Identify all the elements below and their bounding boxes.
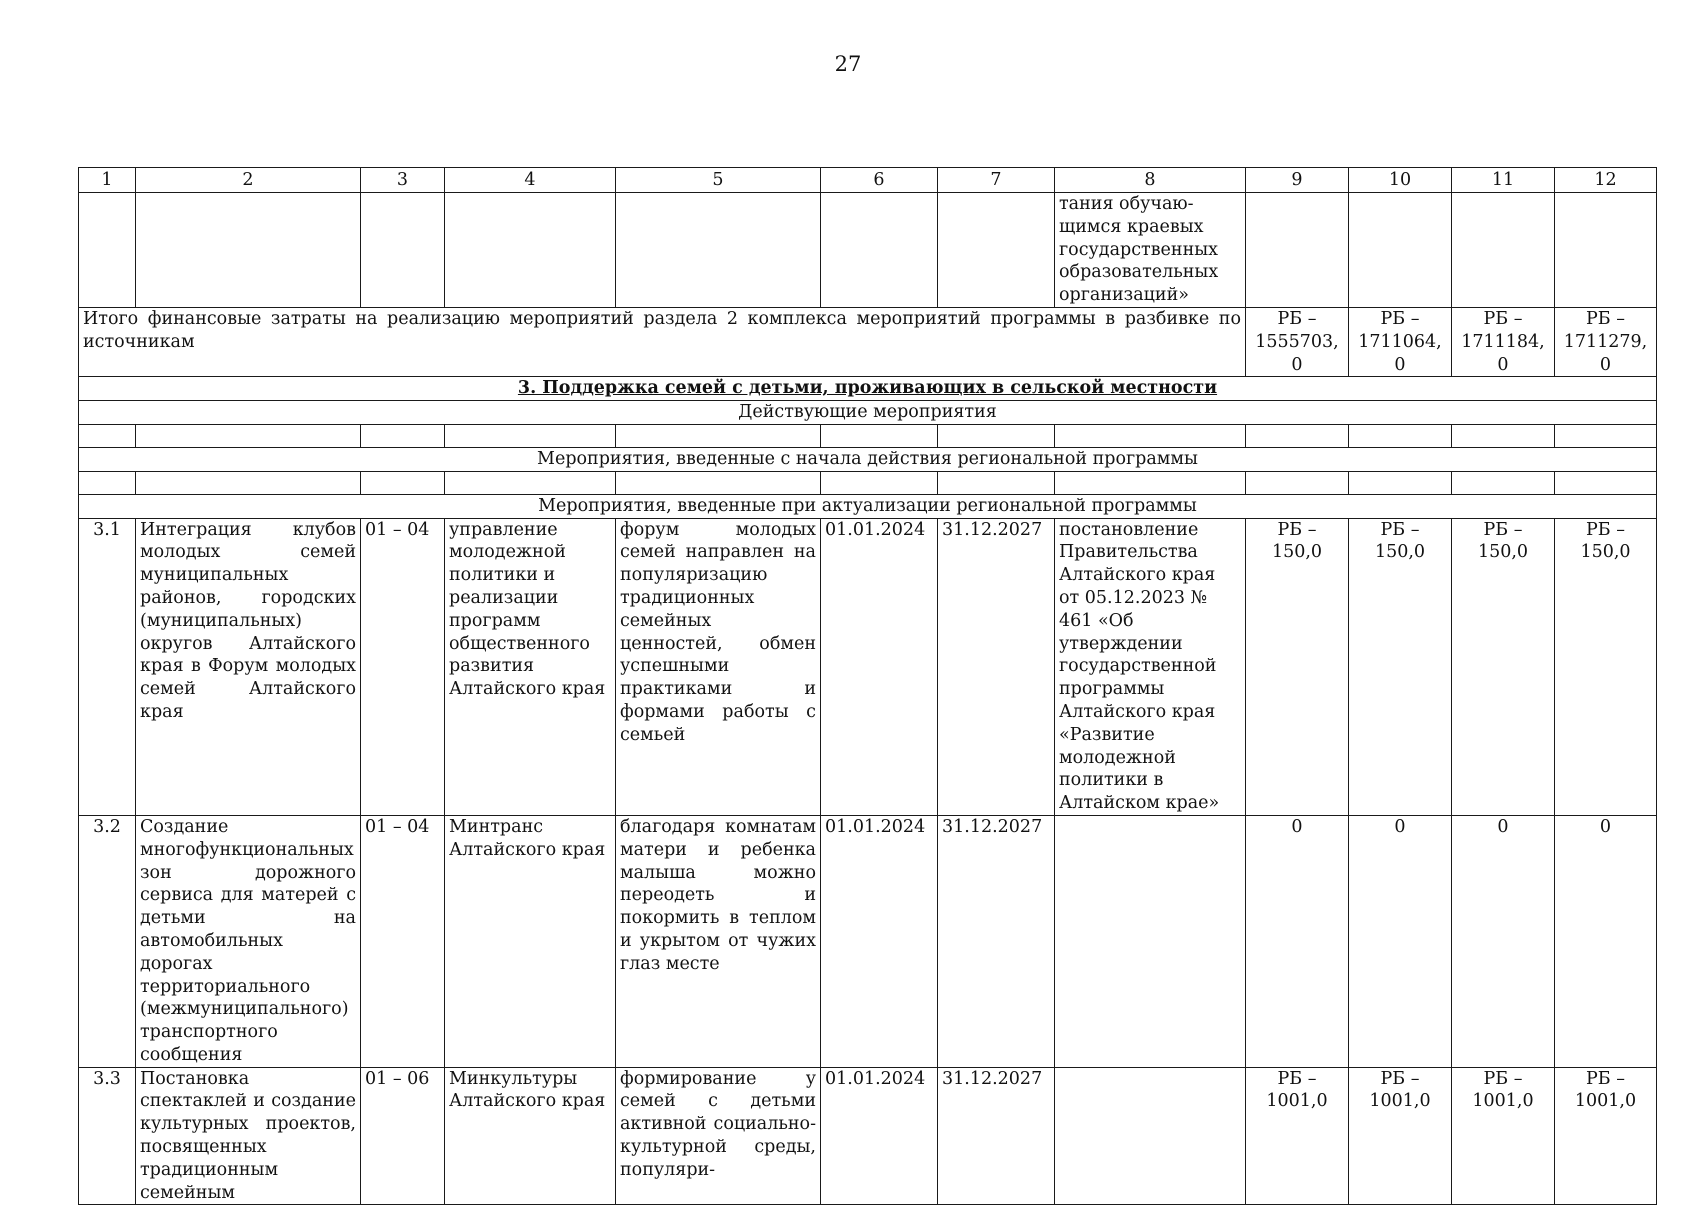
table-row: [79, 1067, 1657, 1205]
col-number-2: 2: [136, 168, 361, 193]
funding-11: РБ – 150,0: [1452, 518, 1555, 815]
col-number-7: 7: [938, 168, 1055, 193]
subsection-update: Мероприятия, введенные при актуализации региональной программы: [79, 494, 1657, 518]
end-date: 31.12.2027: [938, 815, 1055, 1067]
funding-11: 0: [1452, 815, 1555, 1067]
executor: Минтранс Алтайского края: [445, 815, 616, 1067]
col-number-4: 4: [445, 168, 616, 193]
funding-9: 0: [1246, 815, 1349, 1067]
total-label: Итого финансовые затраты на реализацию мероприятий раздела 2 комплекса мероприятий программы в разбивке по источникам: [79, 307, 1246, 376]
col-number-9: 9: [1246, 168, 1349, 193]
legal-basis: [1055, 1067, 1246, 1205]
start-date: 01.01.2024: [821, 1067, 938, 1205]
program-table: [78, 167, 1657, 1205]
continuation-row: [79, 193, 1657, 308]
funding-11: РБ – 1001,0: [1452, 1067, 1555, 1205]
legal-basis: постановление Правительства Алтайского края от 05.12.2023 № 461 «Об утверждении государственной программы Алтайского края «Развитие молодежной политики в Алтайском крае»: [1055, 518, 1246, 815]
column-number-row: [79, 168, 1657, 193]
funding-9: РБ – 1001,0: [1246, 1067, 1349, 1205]
section-title-row: [79, 377, 1657, 401]
continuation-basis: тания обучаю- щимся краевых государственных образовательных организаций»: [1055, 193, 1246, 308]
executor: управление молодежной политики и реализации программ общественного развития Алтайского края: [445, 518, 616, 815]
end-date: 31.12.2027: [938, 518, 1055, 815]
col-number-8: 8: [1055, 168, 1246, 193]
measure-name: Создание многофункциональных зон дорожного сервиса для матерей с детьми на автомобильных дорогах территориального (межмуниципального) транспортного сообщения: [136, 815, 361, 1067]
subsection-current-row: [79, 401, 1657, 425]
funding-12: РБ – 150,0: [1555, 518, 1657, 815]
period-code: 01 – 04: [361, 815, 445, 1067]
row-number: 3.1: [79, 518, 136, 815]
legal-basis: [1055, 815, 1246, 1067]
col-number-1: 1: [79, 168, 136, 193]
period-code: 01 – 04: [361, 518, 445, 815]
table-row: [79, 815, 1657, 1067]
expected-result: благодаря комнатам матери и ребенка малыша можно переодеть и покормить в теплом и укрытом от чужих глаз месте: [616, 815, 821, 1067]
executor: Минкультуры Алтайского края: [445, 1067, 616, 1205]
col-number-12: 12: [1555, 168, 1657, 193]
total-row: [79, 307, 1657, 376]
subsection-start-row: [79, 447, 1657, 471]
col-number-5: 5: [616, 168, 821, 193]
table-row: [79, 518, 1657, 815]
funding-12: 0: [1555, 815, 1657, 1067]
funding-10: РБ – 150,0: [1349, 518, 1452, 815]
col-number-3: 3: [361, 168, 445, 193]
measure-name: Постановка спектаклей и создание культурных проектов, посвященных традиционным семейным: [136, 1067, 361, 1205]
total-value-11: РБ – 1711184,0: [1452, 307, 1555, 376]
start-date: 01.01.2024: [821, 815, 938, 1067]
col-number-6: 6: [821, 168, 938, 193]
empty-row: [79, 471, 1657, 494]
section-title: 3. Поддержка семей с детьми, проживающих в сельской местности: [79, 377, 1657, 401]
subsection-current: Действующие мероприятия: [79, 401, 1657, 425]
subsection-start: Мероприятия, введенные с начала действия региональной программы: [79, 447, 1657, 471]
end-date: 31.12.2027: [938, 1067, 1055, 1205]
measure-name: Интеграция клубов молодых семей муниципальных районов, городских (муниципальных) округов Алтайского края в Форум молодых семей Алтайского края: [136, 518, 361, 815]
funding-10: РБ – 1001,0: [1349, 1067, 1452, 1205]
funding-12: РБ – 1001,0: [1555, 1067, 1657, 1205]
row-number: 3.3: [79, 1067, 136, 1205]
funding-10: 0: [1349, 815, 1452, 1067]
row-number: 3.2: [79, 815, 136, 1067]
total-value-10: РБ – 1711064,0: [1349, 307, 1452, 376]
total-value-9: РБ – 1555703,0: [1246, 307, 1349, 376]
funding-9: РБ – 150,0: [1246, 518, 1349, 815]
start-date: 01.01.2024: [821, 518, 938, 815]
expected-result: формирование у семей с детьми активной социально-культурной среды, популяри-: [616, 1067, 821, 1205]
subsection-update-row: [79, 494, 1657, 518]
total-value-12: РБ – 1711279,0: [1555, 307, 1657, 376]
empty-row: [79, 424, 1657, 447]
col-number-10: 10: [1349, 168, 1452, 193]
period-code: 01 – 06: [361, 1067, 445, 1205]
col-number-11: 11: [1452, 168, 1555, 193]
expected-result: форум молодых семей направлен на популяризацию традиционных семейных ценностей, обмен успешными практиками и формами работы с семьей: [616, 518, 821, 815]
page-number: 27: [834, 52, 862, 76]
